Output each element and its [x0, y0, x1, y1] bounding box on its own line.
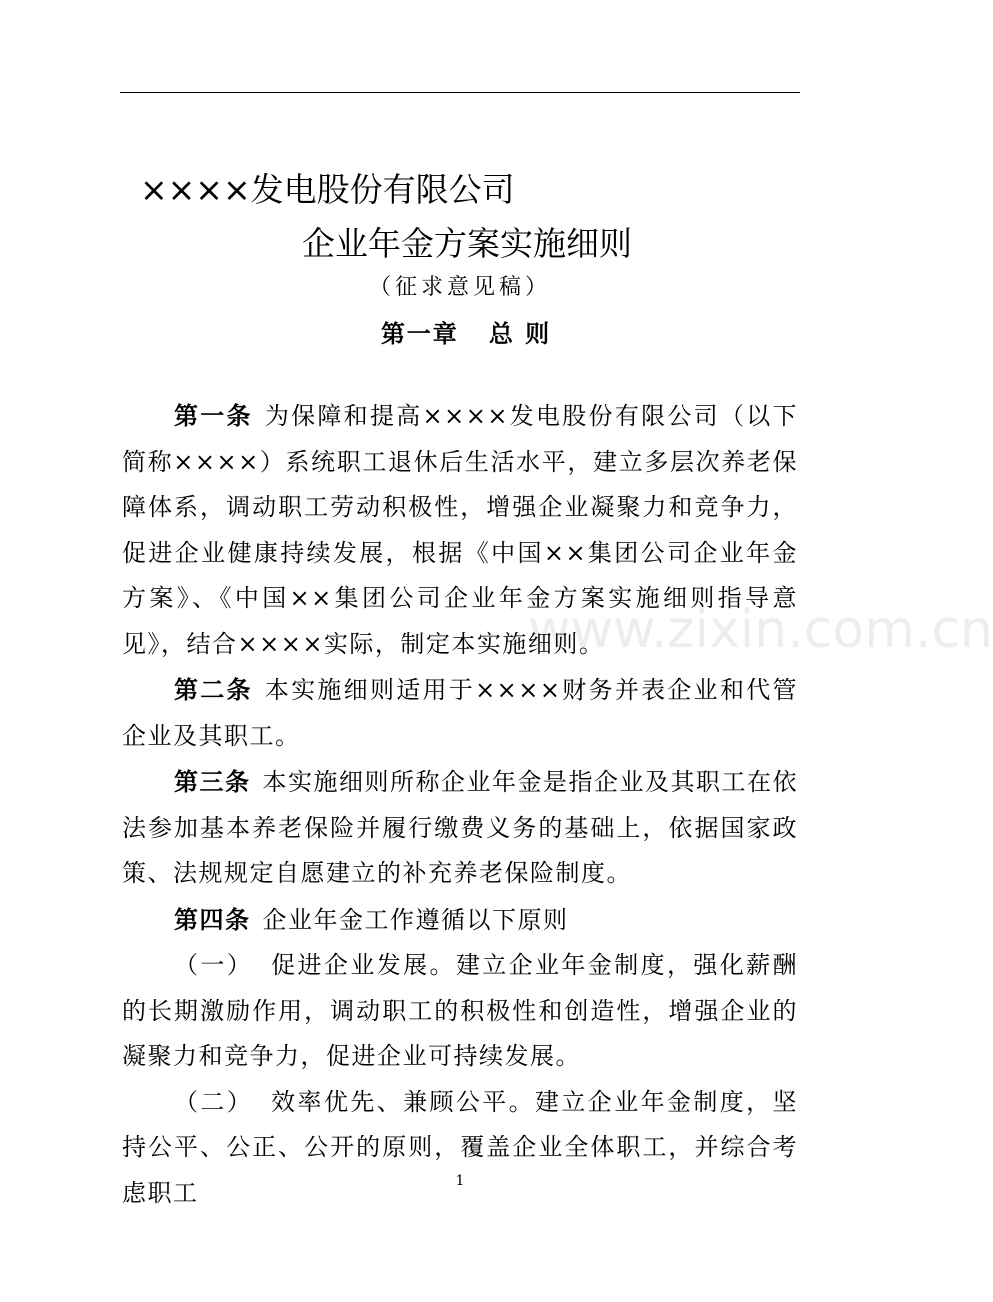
article-text: 本实施细则所称企业年金是指企业及其职工在依法参加基本养老保险并履行缴费义务的基础上，依据国家政策、法规规定自愿建立的补充养老保险制度。 — [122, 768, 798, 887]
header-rule — [120, 92, 800, 93]
article-2 — [122, 667, 798, 759]
article-label: 第一条 — [174, 401, 253, 430]
chapter-heading — [0, 314, 920, 349]
article-text: 为保障和提高××××发电股份有限公司（以下简称××××）系统职工退休后生活水平，建立多层次养老保障体系，调动职工劳动积极性，增强企业凝聚力和竞争力，促进企业健康持续发展，根据《中国××集团公司企业年金方案》、《中国××集团公司企业年金方案实施细则指导意见》，结合××××实际，制定本实施细则。 — [122, 402, 799, 658]
article-1 — [122, 393, 798, 667]
article-text: 企业年金工作遵循以下原则 — [262, 905, 569, 934]
article-text: 本实施细则适用于××××财务并表企业和代管企业及其职工。 — [122, 676, 799, 750]
page-number: 1 — [455, 1173, 465, 1189]
company-name: ××××发电股份有限公司 — [140, 170, 515, 209]
item-text: 效率优先、兼顾公平。建立企业年金制度，坚持公平、公正、公开的原则，覆盖企业全体职工，并综合考虑职工 — [122, 1087, 799, 1207]
item-text: 促进企业发展。建立企业年金制度，强化薪酬的长期激励作用，调动职工的积极性和创造性，增强企业的凝聚力和竞争力，促进企业可持续发展。 — [122, 951, 799, 1070]
article-label: 第四条 — [174, 904, 251, 934]
article-label: 第三条 — [174, 767, 251, 796]
article-3 — [122, 759, 798, 897]
item-1 — [122, 943, 798, 1080]
item-label: （二） — [174, 1087, 254, 1116]
document-title: 企业年金方案实施细则 — [302, 224, 632, 263]
article-label: 第二条 — [174, 675, 253, 704]
chapter-number: 第一章 — [380, 319, 459, 348]
document-body — [122, 393, 798, 1216]
document-subtitle: （征求意见稿） — [368, 275, 551, 300]
article-4 — [122, 897, 798, 944]
item-label: （一） — [174, 951, 254, 979]
item-2 — [122, 1080, 798, 1217]
watermark: www.zixin.com.cn — [528, 600, 993, 660]
chapter-name: 总 则 — [488, 319, 552, 348]
